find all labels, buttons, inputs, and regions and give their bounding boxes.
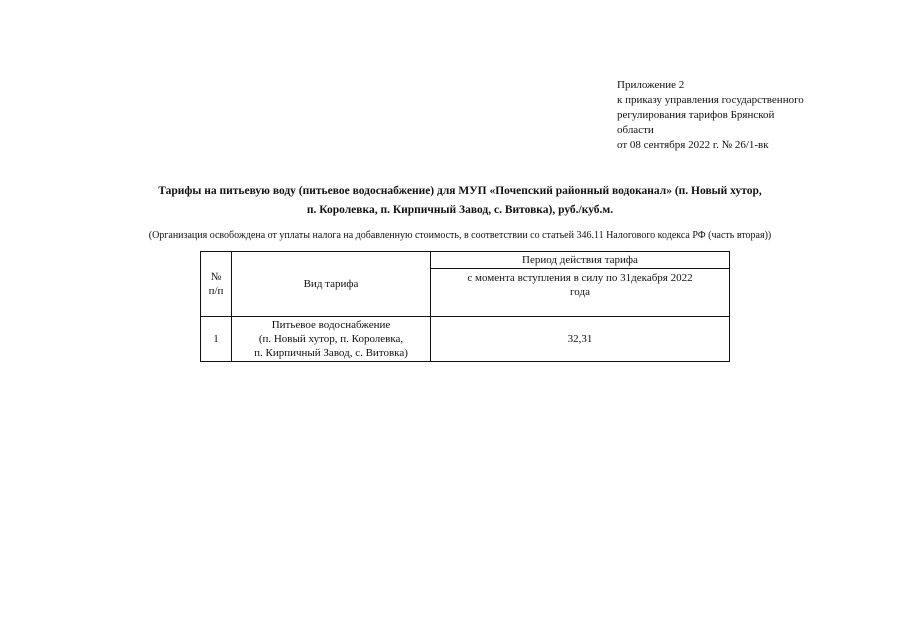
- period-sub-line2: года: [570, 286, 590, 298]
- row-kind-cell: [232, 317, 431, 362]
- vat-note: (Организация освобождена от уплаты налога на добавленную стоимость, в соответствии со статьей 346.11 Налогового кодекса РФ (часть вторая)): [148, 230, 772, 241]
- header-period-sub-cell: [431, 269, 730, 317]
- appendix-line: Приложение 2: [617, 79, 685, 91]
- table-row: [201, 317, 730, 362]
- document-title: [60, 182, 860, 220]
- header-num-cell: [201, 252, 232, 317]
- appendix-line: регулирования тарифов Брянской: [617, 109, 775, 121]
- appendix-line: к приказу управления государственного: [617, 94, 804, 106]
- period-sub-line1: с момента вступления в силу по 31декабря 2022: [467, 272, 693, 284]
- header-period-cell: Период действия тарифа: [431, 252, 730, 269]
- header-num-line2: п/п: [208, 285, 224, 297]
- title-line-1: Тарифы на питьевую воду (питьевое водоснабжение) для МУП «Почепский районный водоканал» (п. Новый хутор,: [158, 185, 762, 197]
- row-value-cell: 32,31: [431, 317, 730, 362]
- row-kind-line1: Питьевое водоснабжение: [271, 319, 391, 331]
- row-kind-line3: п. Кирпичный Завод, с. Витовка): [254, 347, 408, 359]
- appendix-line: области: [617, 124, 654, 136]
- title-line-2: п. Королевка, п. Кирпичный Завод, с. Витовка), руб./куб.м.: [306, 204, 614, 216]
- appendix-line: от 08 сентября 2022 г. № 26/1-вк: [617, 139, 769, 151]
- row-kind-line2: (п. Новый хутор, п. Королевка,: [258, 333, 404, 345]
- tariff-table: [200, 251, 730, 362]
- header-num-line1: №: [210, 271, 222, 283]
- row-num-cell: 1: [201, 317, 232, 362]
- appendix-block: [617, 78, 877, 153]
- header-kind-cell: Вид тарифа: [232, 252, 431, 317]
- table-header-row: [201, 252, 730, 269]
